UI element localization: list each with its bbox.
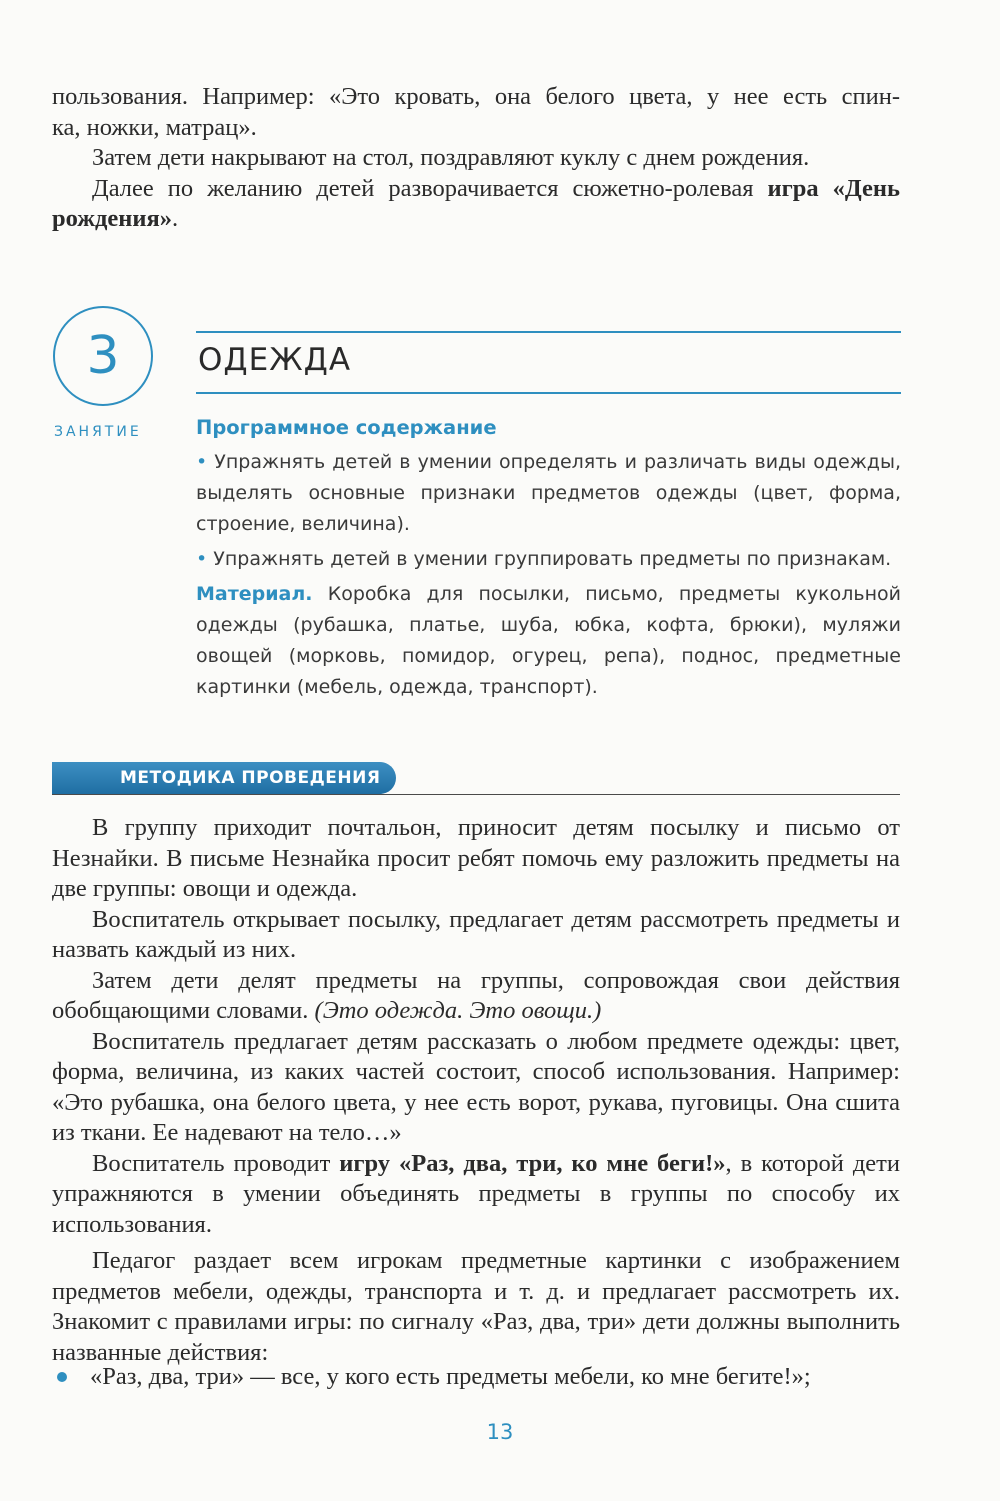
paragraph: Далее по желанию детей разворачивается сюжетно-ролевая игра «День рождения».	[52, 174, 901, 232]
paragraph: Воспитатель проводит игру «Раз, два, три, ко мне беги!», в которой дети упражняются в умении объединять предметы в группы по способу их использования.	[52, 1149, 900, 1238]
method-section-band: МЕТОДИКА ПРОВЕДЕНИЯ	[52, 762, 396, 794]
program-item: • Упражнять детей в умении группировать предметы по признакам.	[196, 548, 892, 570]
section-heading: Программное содержание	[196, 416, 497, 439]
title-rule-bottom	[196, 392, 901, 394]
bullet-text: «Раз, два, три» — все, у кого есть предметы мебели, ко мне бегите!»;	[90, 1363, 811, 1390]
paragraph: Затем дети накрывают на стол, поздравляют куклу с днем рождения.	[92, 144, 810, 171]
program-item: • Упражнять детей в умении определять и различать виды одежды, выделять основные признаки предметов одежды (цвет, форма, строение, величина).	[196, 451, 901, 535]
bullet-icon: •	[196, 548, 208, 570]
paragraph: Воспитатель открывает посылку, предлагает детям рассмотреть предметы и назвать каждый из них.	[52, 905, 900, 963]
paragraph: В группу приходит почтальон, приносит детям посылку и письмо от Незнайки. В письме Незнайка просит ребят помочь ему разложить предметы на две группы: овощи и одежда.	[52, 814, 900, 902]
rule-bullet-item	[52, 1362, 900, 1393]
game-name: игра	[767, 174, 819, 202]
bullet-dot-icon	[57, 1372, 67, 1382]
lesson-number: 3	[86, 326, 120, 386]
method-underline	[52, 794, 900, 795]
paragraph: Затем дети делят предметы на группы, сопровождая свои действия обобщающими словами. (Это одежда. Это овощи.)	[52, 966, 900, 1024]
paragraph: Педагог раздает всем игрокам предметные картинки с изображением предметов мебели, одежды, транспорта и т. д. и предлагает рассмотреть их. Знакомит с правилами игры: по сигналу «Раз, два, три» дети должны выполнить названные действия:	[52, 1247, 900, 1366]
material-paragraph: Материал. Коробка для посылки, письмо, предметы кукольной одежды (рубашка, платье, шуба, юбка, кофта, брюки), муляжи овощей (морковь, помидор, огурец, репа), поднос, предметные картинки (мебель, одежда, транспорт).	[196, 583, 901, 698]
lesson-title: ОДЕЖДА	[198, 342, 352, 378]
page-number: 13	[486, 1420, 514, 1444]
paragraph-line: ка, ножки, матрац».	[52, 113, 257, 141]
lesson-number-circle	[53, 306, 153, 406]
paragraph-line: пользования. Например: «Это кровать, она белого цвета, у нее есть спин-	[52, 83, 900, 110]
program-content	[196, 412, 901, 703]
lesson-label: ЗАНЯТИЕ	[54, 424, 142, 440]
bullet-icon: •	[196, 451, 208, 473]
method-text	[52, 813, 900, 1368]
continuation-text	[52, 82, 900, 235]
title-rule-top	[196, 331, 901, 333]
game-name: игру «Раз, два, три, ко мне беги!»	[339, 1149, 726, 1177]
paragraph: Воспитатель предлагает детям рассказать о любом предмете одежды: цвет, форма, величина, из каких частей состоит, способ использования. Например: «Это рубашка, она белого цвета, у нее есть ворот, рукава, пуговицы. Она сшита из ткани. Ее надевают на тело…»	[52, 1027, 900, 1146]
game-name: «День рождения»	[52, 174, 901, 232]
italic-remark: (Это одежда. Это овощи.)	[314, 997, 602, 1024]
material-label: Материал.	[196, 583, 313, 605]
